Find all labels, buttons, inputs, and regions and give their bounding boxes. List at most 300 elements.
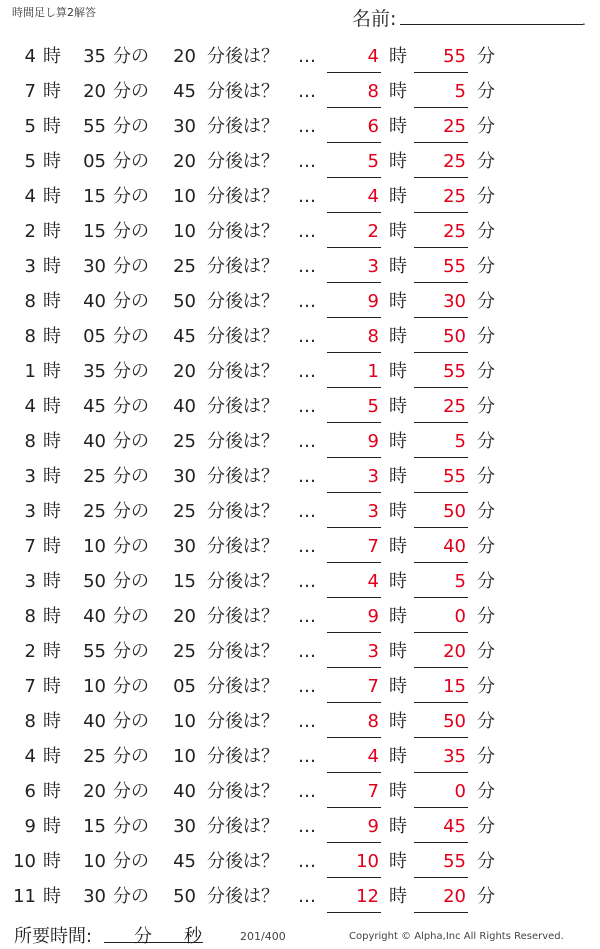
start-minute: 35 — [83, 361, 106, 382]
minutes-later-label: 分後は？ — [207, 886, 279, 907]
hour-label: 時 — [43, 186, 61, 207]
hour-label: 時 — [43, 46, 61, 67]
minutes-later-label: 分後は？ — [207, 151, 279, 172]
hour-label: 時 — [43, 886, 61, 907]
minute-of-label: 分の — [113, 536, 149, 557]
problem-row — [0, 809, 600, 844]
answer-hour: 9 — [327, 599, 381, 633]
answer-minute-label: 分 — [477, 886, 495, 907]
answer-hour: 8 — [327, 74, 381, 108]
answer-hour: 7 — [327, 529, 381, 563]
added-minutes: 45 — [173, 81, 196, 102]
answer-minute: 30 — [414, 284, 468, 318]
hour-label: 時 — [43, 676, 61, 697]
start-minute: 10 — [83, 851, 106, 872]
added-minutes: 50 — [173, 291, 196, 312]
ellipsis: … — [298, 186, 314, 207]
minute-of-label: 分の — [113, 116, 149, 137]
answer-hour: 7 — [327, 774, 381, 808]
answer-minute-label: 分 — [477, 221, 495, 242]
ellipsis: … — [298, 466, 314, 487]
ellipsis: … — [298, 676, 314, 697]
problem-row — [0, 739, 600, 774]
start-hour: 4 — [24, 746, 36, 767]
start-hour: 4 — [24, 46, 36, 67]
hour-label: 時 — [43, 326, 61, 347]
answer-minute-label: 分 — [477, 501, 495, 522]
answer-minute: 50 — [414, 704, 468, 738]
answer-hour-label: 時 — [389, 361, 407, 382]
answer-minute: 5 — [414, 74, 468, 108]
required-time-min-label: 分 — [134, 926, 152, 947]
hour-label: 時 — [43, 431, 61, 452]
answer-minute-label: 分 — [477, 571, 495, 592]
answer-hour-label: 時 — [389, 851, 407, 872]
problem-row — [0, 424, 600, 459]
answer-minute: 0 — [414, 599, 468, 633]
required-time-sec-label: 秒 — [184, 926, 202, 947]
name-line — [400, 24, 583, 25]
answer-minute: 45 — [414, 809, 468, 843]
page-number: 201/400 — [240, 930, 286, 943]
problem-row — [0, 879, 600, 914]
answer-minute-label: 分 — [477, 606, 495, 627]
answer-minute-label: 分 — [477, 711, 495, 732]
start-hour: 8 — [24, 711, 36, 732]
start-hour: 4 — [24, 396, 36, 417]
answer-minute-label: 分 — [477, 396, 495, 417]
added-minutes: 40 — [173, 781, 196, 802]
minute-of-label: 分の — [113, 851, 149, 872]
minutes-later-label: 分後は？ — [207, 536, 279, 557]
minutes-later-label: 分後は？ — [207, 571, 279, 592]
answer-hour-label: 時 — [389, 501, 407, 522]
problem-row — [0, 494, 600, 529]
minute-of-label: 分の — [113, 256, 149, 277]
ellipsis: … — [298, 431, 314, 452]
hour-label: 時 — [43, 501, 61, 522]
ellipsis: … — [298, 151, 314, 172]
minute-of-label: 分の — [113, 711, 149, 732]
answer-hour-label: 時 — [389, 886, 407, 907]
answer-hour-label: 時 — [389, 116, 407, 137]
problem-row — [0, 459, 600, 494]
hour-label: 時 — [43, 221, 61, 242]
answer-minute-label: 分 — [477, 431, 495, 452]
start-minute: 30 — [83, 886, 106, 907]
start-minute: 20 — [83, 781, 106, 802]
hour-label: 時 — [43, 781, 61, 802]
problem-row — [0, 144, 600, 179]
problem-row — [0, 284, 600, 319]
problem-row — [0, 634, 600, 669]
added-minutes: 30 — [173, 816, 196, 837]
start-hour: 8 — [24, 326, 36, 347]
answer-minute: 15 — [414, 669, 468, 703]
start-hour: 1 — [24, 361, 36, 382]
minute-of-label: 分の — [113, 606, 149, 627]
ellipsis: … — [298, 536, 314, 557]
minute-of-label: 分の — [113, 221, 149, 242]
minute-of-label: 分の — [113, 326, 149, 347]
minute-of-label: 分の — [113, 186, 149, 207]
ellipsis: … — [298, 361, 314, 382]
start-hour: 3 — [24, 256, 36, 277]
answer-hour: 8 — [327, 319, 381, 353]
answer-hour-label: 時 — [389, 256, 407, 277]
ellipsis: … — [298, 781, 314, 802]
hour-label: 時 — [43, 291, 61, 312]
hour-label: 時 — [43, 606, 61, 627]
minutes-later-label: 分後は？ — [207, 641, 279, 662]
ellipsis: … — [298, 501, 314, 522]
hour-label: 時 — [43, 536, 61, 557]
start-minute: 55 — [83, 116, 106, 137]
answer-hour: 5 — [327, 389, 381, 423]
answer-hour-label: 時 — [389, 81, 407, 102]
added-minutes: 20 — [173, 151, 196, 172]
minute-of-label: 分の — [113, 151, 149, 172]
answer-minute-label: 分 — [477, 676, 495, 697]
answer-minute: 0 — [414, 774, 468, 808]
added-minutes: 25 — [173, 256, 196, 277]
answer-hour-label: 時 — [389, 571, 407, 592]
answer-hour-label: 時 — [389, 326, 407, 347]
added-minutes: 25 — [173, 431, 196, 452]
minutes-later-label: 分後は？ — [207, 711, 279, 732]
start-minute: 10 — [83, 536, 106, 557]
start-minute: 40 — [83, 606, 106, 627]
answer-hour: 8 — [327, 704, 381, 738]
answer-minute-label: 分 — [477, 851, 495, 872]
name-dot: . — [582, 14, 586, 28]
start-minute: 50 — [83, 571, 106, 592]
answer-minute-label: 分 — [477, 746, 495, 767]
added-minutes: 05 — [173, 676, 196, 697]
ellipsis: … — [298, 571, 314, 592]
answer-hour-label: 時 — [389, 151, 407, 172]
problem-row — [0, 74, 600, 109]
answer-hour-label: 時 — [389, 396, 407, 417]
ellipsis: … — [298, 606, 314, 627]
start-hour: 5 — [24, 116, 36, 137]
problem-row — [0, 249, 600, 284]
answer-minute: 25 — [414, 179, 468, 213]
answer-hour: 6 — [327, 109, 381, 143]
minute-of-label: 分の — [113, 781, 149, 802]
answer-hour-label: 時 — [389, 466, 407, 487]
added-minutes: 45 — [173, 851, 196, 872]
answer-hour-label: 時 — [389, 186, 407, 207]
start-minute: 30 — [83, 256, 106, 277]
minute-of-label: 分の — [113, 396, 149, 417]
hour-label: 時 — [43, 81, 61, 102]
problem-row — [0, 354, 600, 389]
minutes-later-label: 分後は？ — [207, 746, 279, 767]
problem-list — [0, 39, 600, 914]
minutes-later-label: 分後は？ — [207, 851, 279, 872]
answer-hour: 3 — [327, 459, 381, 493]
answer-minute: 25 — [414, 144, 468, 178]
answer-minute-label: 分 — [477, 186, 495, 207]
answer-minute: 35 — [414, 739, 468, 773]
minutes-later-label: 分後は？ — [207, 291, 279, 312]
problem-row — [0, 564, 600, 599]
answer-hour: 7 — [327, 669, 381, 703]
start-hour: 10 — [13, 851, 36, 872]
hour-label: 時 — [43, 256, 61, 277]
answer-hour-label: 時 — [389, 781, 407, 802]
answer-hour: 10 — [327, 844, 381, 878]
answer-minute: 40 — [414, 529, 468, 563]
start-hour: 6 — [24, 781, 36, 802]
answer-hour: 5 — [327, 144, 381, 178]
minute-of-label: 分の — [113, 291, 149, 312]
problem-row — [0, 529, 600, 564]
start-hour: 3 — [24, 501, 36, 522]
start-minute: 15 — [83, 186, 106, 207]
start-minute: 45 — [83, 396, 106, 417]
ellipsis: … — [298, 46, 314, 67]
added-minutes: 25 — [173, 641, 196, 662]
answer-minute-label: 分 — [477, 326, 495, 347]
start-minute: 25 — [83, 746, 106, 767]
minute-of-label: 分の — [113, 431, 149, 452]
problem-row — [0, 389, 600, 424]
ellipsis: … — [298, 326, 314, 347]
ellipsis: … — [298, 641, 314, 662]
ellipsis: … — [298, 816, 314, 837]
ellipsis: … — [298, 711, 314, 732]
hour-label: 時 — [43, 151, 61, 172]
hour-label: 時 — [43, 571, 61, 592]
added-minutes: 45 — [173, 326, 196, 347]
answer-minute: 55 — [414, 459, 468, 493]
start-minute: 25 — [83, 501, 106, 522]
minute-of-label: 分の — [113, 746, 149, 767]
added-minutes: 40 — [173, 396, 196, 417]
added-minutes: 25 — [173, 501, 196, 522]
answer-hour: 4 — [327, 564, 381, 598]
start-hour: 5 — [24, 151, 36, 172]
start-minute: 15 — [83, 816, 106, 837]
answer-hour: 12 — [327, 879, 381, 913]
minute-of-label: 分の — [113, 571, 149, 592]
answer-hour: 3 — [327, 494, 381, 528]
start-hour: 2 — [24, 641, 36, 662]
minute-of-label: 分の — [113, 361, 149, 382]
ellipsis: … — [298, 291, 314, 312]
problem-row — [0, 774, 600, 809]
answer-minute-label: 分 — [477, 81, 495, 102]
answer-hour-label: 時 — [389, 606, 407, 627]
answer-hour-label: 時 — [389, 711, 407, 732]
answer-hour: 4 — [327, 739, 381, 773]
answer-minute: 5 — [414, 424, 468, 458]
start-hour: 8 — [24, 606, 36, 627]
added-minutes: 30 — [173, 466, 196, 487]
answer-minute: 25 — [414, 389, 468, 423]
minutes-later-label: 分後は？ — [207, 431, 279, 452]
hour-label: 時 — [43, 361, 61, 382]
answer-minute: 25 — [414, 109, 468, 143]
answer-hour: 2 — [327, 214, 381, 248]
hour-label: 時 — [43, 851, 61, 872]
worksheet-title: 時間足し算2解答 — [12, 6, 96, 19]
minutes-later-label: 分後は？ — [207, 186, 279, 207]
problem-row — [0, 704, 600, 739]
answer-minute-label: 分 — [477, 466, 495, 487]
problem-row — [0, 599, 600, 634]
problem-row — [0, 669, 600, 704]
answer-hour: 3 — [327, 249, 381, 283]
minutes-later-label: 分後は？ — [207, 606, 279, 627]
minutes-later-label: 分後は？ — [207, 46, 279, 67]
answer-minute: 50 — [414, 494, 468, 528]
start-hour: 8 — [24, 431, 36, 452]
answer-hour: 9 — [327, 809, 381, 843]
hour-label: 時 — [43, 641, 61, 662]
added-minutes: 30 — [173, 536, 196, 557]
ellipsis: … — [298, 746, 314, 767]
answer-hour: 9 — [327, 424, 381, 458]
minute-of-label: 分の — [113, 81, 149, 102]
minutes-later-label: 分後は？ — [207, 466, 279, 487]
answer-hour-label: 時 — [389, 221, 407, 242]
minute-of-label: 分の — [113, 886, 149, 907]
start-hour: 7 — [24, 676, 36, 697]
added-minutes: 10 — [173, 221, 196, 242]
answer-minute: 55 — [414, 354, 468, 388]
answer-minute: 20 — [414, 879, 468, 913]
hour-label: 時 — [43, 466, 61, 487]
answer-minute-label: 分 — [477, 256, 495, 277]
answer-minute: 55 — [414, 844, 468, 878]
start-hour: 11 — [13, 886, 36, 907]
start-minute: 55 — [83, 641, 106, 662]
added-minutes: 15 — [173, 571, 196, 592]
start-minute: 20 — [83, 81, 106, 102]
minutes-later-label: 分後は？ — [207, 501, 279, 522]
start-minute: 05 — [83, 151, 106, 172]
start-hour: 7 — [24, 81, 36, 102]
answer-minute-label: 分 — [477, 536, 495, 557]
answer-hour-label: 時 — [389, 536, 407, 557]
answer-minute: 20 — [414, 634, 468, 668]
answer-hour-label: 時 — [389, 746, 407, 767]
added-minutes: 10 — [173, 746, 196, 767]
ellipsis: … — [298, 81, 314, 102]
answer-hour: 1 — [327, 354, 381, 388]
added-minutes: 20 — [173, 46, 196, 67]
minute-of-label: 分の — [113, 46, 149, 67]
ellipsis: … — [298, 396, 314, 417]
minute-of-label: 分の — [113, 501, 149, 522]
answer-hour-label: 時 — [389, 641, 407, 662]
minutes-later-label: 分後は？ — [207, 781, 279, 802]
start-minute: 40 — [83, 711, 106, 732]
start-minute: 10 — [83, 676, 106, 697]
answer-hour-label: 時 — [389, 431, 407, 452]
minutes-later-label: 分後は？ — [207, 81, 279, 102]
start-hour: 8 — [24, 291, 36, 312]
answer-hour-label: 時 — [389, 816, 407, 837]
problem-row — [0, 179, 600, 214]
minutes-later-label: 分後は？ — [207, 326, 279, 347]
answer-minute-label: 分 — [477, 291, 495, 312]
start-minute: 15 — [83, 221, 106, 242]
start-hour: 2 — [24, 221, 36, 242]
answer-hour-label: 時 — [389, 676, 407, 697]
minutes-later-label: 分後は？ — [207, 361, 279, 382]
minutes-later-label: 分後は？ — [207, 816, 279, 837]
answer-minute-label: 分 — [477, 361, 495, 382]
problem-row — [0, 109, 600, 144]
answer-minute-label: 分 — [477, 116, 495, 137]
answer-minute: 5 — [414, 564, 468, 598]
hour-label: 時 — [43, 711, 61, 732]
answer-hour: 3 — [327, 634, 381, 668]
answer-hour-label: 時 — [389, 291, 407, 312]
start-minute: 40 — [83, 291, 106, 312]
answer-minute-label: 分 — [477, 641, 495, 662]
problem-row — [0, 214, 600, 249]
answer-hour: 4 — [327, 39, 381, 73]
minutes-later-label: 分後は？ — [207, 256, 279, 277]
start-hour: 7 — [24, 536, 36, 557]
answer-minute: 55 — [414, 39, 468, 73]
added-minutes: 50 — [173, 886, 196, 907]
start-minute: 35 — [83, 46, 106, 67]
problem-row — [0, 319, 600, 354]
name-label: 名前: — [352, 8, 397, 30]
answer-minute-label: 分 — [477, 151, 495, 172]
minutes-later-label: 分後は？ — [207, 676, 279, 697]
start-hour: 3 — [24, 466, 36, 487]
hour-label: 時 — [43, 396, 61, 417]
hour-label: 時 — [43, 116, 61, 137]
ellipsis: … — [298, 256, 314, 277]
answer-hour: 9 — [327, 284, 381, 318]
minute-of-label: 分の — [113, 676, 149, 697]
copyright: Copyright © Alpha,Inc All Rights Reserved. — [349, 931, 564, 942]
added-minutes: 10 — [173, 186, 196, 207]
minutes-later-label: 分後は？ — [207, 221, 279, 242]
answer-minute: 55 — [414, 249, 468, 283]
start-minute: 05 — [83, 326, 106, 347]
answer-hour: 4 — [327, 179, 381, 213]
start-hour: 3 — [24, 571, 36, 592]
start-hour: 4 — [24, 186, 36, 207]
ellipsis: … — [298, 116, 314, 137]
minutes-later-label: 分後は？ — [207, 116, 279, 137]
problem-row — [0, 844, 600, 879]
added-minutes: 30 — [173, 116, 196, 137]
required-time-label: 所要時間: — [14, 926, 93, 947]
hour-label: 時 — [43, 816, 61, 837]
added-minutes: 10 — [173, 711, 196, 732]
answer-minute: 25 — [414, 214, 468, 248]
added-minutes: 20 — [173, 606, 196, 627]
minute-of-label: 分の — [113, 641, 149, 662]
minute-of-label: 分の — [113, 466, 149, 487]
answer-minute-label: 分 — [477, 816, 495, 837]
minutes-later-label: 分後は？ — [207, 396, 279, 417]
start-hour: 9 — [24, 816, 36, 837]
ellipsis: … — [298, 886, 314, 907]
added-minutes: 20 — [173, 361, 196, 382]
minute-of-label: 分の — [113, 816, 149, 837]
